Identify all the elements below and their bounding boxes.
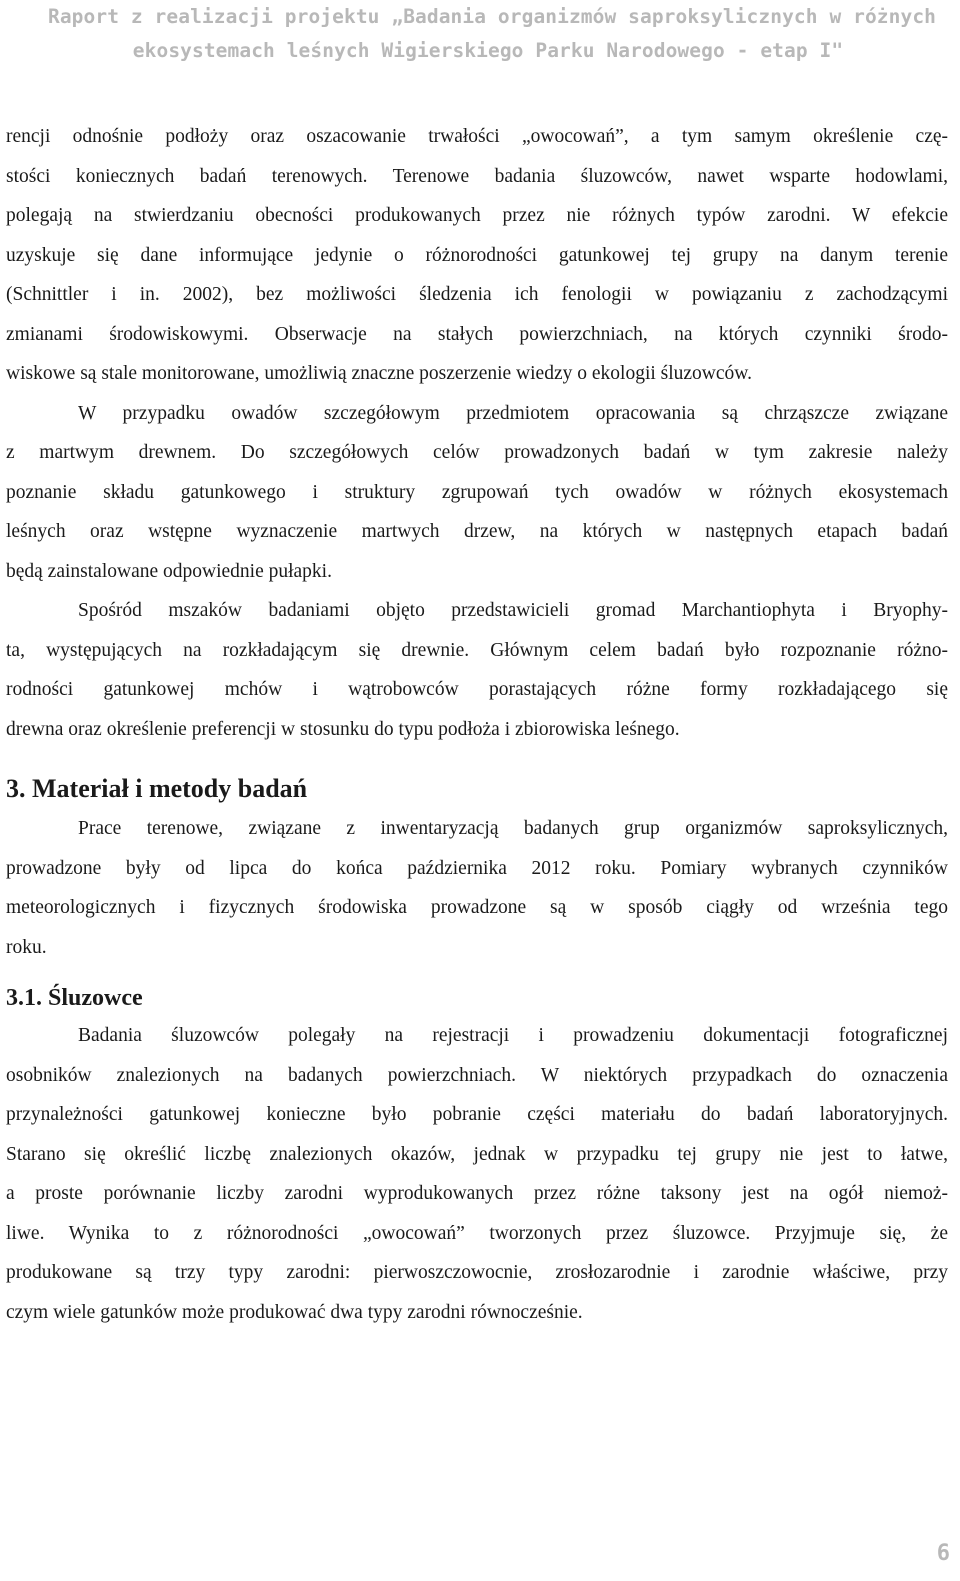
running-header bbox=[48, 0, 936, 68]
text-line: wiskowe są stale monitorowane, umożliwią znaczne poszerzenie wiedzy o ekologii śluzowców. bbox=[6, 363, 752, 384]
text-line: czym wiele gatunków może produkować dwa typy zarodni równocześnie. bbox=[6, 1301, 583, 1323]
text-line: meteorologicznych i fizycznych środowiska prowadzone są w sposób ciągły od września tego bbox=[6, 897, 948, 918]
section-heading-materials-methods: 3. Materiał i metody badań bbox=[6, 774, 308, 803]
text-line: liwe. Wynika to z różnorodności „owocowań” tworzonych przez śluzowce. Przyjmuje się, że bbox=[6, 1222, 948, 1244]
text-line: zmianami środowiskowymi. Obserwacje na stałych powierzchniach, na których czynniki środo- bbox=[6, 323, 948, 345]
text-line: a proste porównanie liczby zarodni wyprodukowanych przez różne taksony jest na ogół niemoż- bbox=[6, 1183, 948, 1204]
paragraph-slime-molds-methods bbox=[6, 1016, 948, 1332]
text-line: W przypadku owadów szczegółowym przedmiotem opracowania są chrząszcze związane bbox=[78, 402, 948, 424]
text-line: (Schnittler i in. 2002), bez możliwości śledzenia ich fenologii w powiązaniu z zachodzącymi bbox=[6, 284, 948, 305]
text-line: osobników znalezionych na badanych powierzchniach. W niektórych przypadkach do oznaczenia bbox=[6, 1064, 948, 1086]
text-line: ta, występujących na rozkładającym się drewnie. Głównym celem badań było rozpoznanie różno- bbox=[6, 639, 948, 661]
text-line: uzyskuje się dane informujące jedynie o różnorodności gatunkowej tej grupy na danym terenie bbox=[6, 244, 948, 266]
paragraph-bryophytes bbox=[6, 591, 948, 749]
text-line: polegają na stwierdzaniu obecności produkowanych przez nie różnych typów zarodni. W efekcie bbox=[6, 205, 948, 226]
text-line: leśnych oraz wstępne wyznaczenie martwych drzew, na których w następnych etapach badań bbox=[6, 521, 948, 542]
text-line: Badania śluzowców polegały na rejestracji i prowadzeniu dokumentacji fotograficznej bbox=[78, 1025, 948, 1046]
text-line: Spośród mszaków badaniami objęto przedstawicieli gromad Marchantiophyta i Bryophy- bbox=[78, 600, 948, 621]
running-header-line-1: Raport z realizacji projektu „Badania organizmów saproksylicznych w różnych bbox=[48, 5, 936, 28]
paragraph-slime-molds-intro bbox=[6, 117, 948, 394]
text-line: będą zainstalowane odpowiednie pułapki. bbox=[6, 560, 332, 582]
subsection-heading-slime-molds: 3.1. Śluzowce bbox=[6, 985, 143, 1011]
text-line: z martwym drewnem. Do szczegółowych celów prowadzonych badań w tym zakresie należy bbox=[6, 442, 948, 463]
text-line: produkowane są trzy typy zarodni: pierwoszczowocnie, zrosłozarodnie i zarodnie właściwe, przy bbox=[6, 1262, 948, 1283]
text-line: przynależności gatunkowej konieczne było pobranie części materiału do badań laboratoryjnych. bbox=[6, 1104, 948, 1125]
text-line: drewna oraz określenie preferencji w stosunku do typu podłoża i zbiorowiska leśnego. bbox=[6, 718, 680, 740]
text-line: poznanie składu gatunkowego i struktury zgrupowań tych owadów w różnych ekosystemach bbox=[6, 481, 948, 503]
page-body bbox=[6, 117, 948, 1332]
text-line: rencji odnośnie podłoży oraz oszacowanie trwałości „owocowań”, a tym samym określenie czę- bbox=[6, 126, 948, 147]
paragraph-insects bbox=[6, 394, 948, 592]
text-line: rodności gatunkowej mchów i wątrobowców porastających różne formy rozkładającego się bbox=[6, 679, 948, 700]
text-line: prowadzone były od lipca do końca października 2012 roku. Pomiary wybranych czynników bbox=[6, 857, 948, 879]
text-line: Starano się określić liczbę znalezionych okazów, jednak w przypadku tej grupy nie jest to łatwe, bbox=[6, 1143, 948, 1165]
text-line: Prace terenowe, związane z inwentaryzacją badanych grup organizmów saproksylicznych, bbox=[78, 818, 948, 839]
text-line: roku. bbox=[6, 936, 47, 958]
page-number: 6 bbox=[936, 1541, 950, 1566]
text-line: stości koniecznych badań terenowych. Terenowe badania śluzowców, nawet wsparte hodowlami, bbox=[6, 165, 948, 187]
running-header-line-2: ekosystemach leśnych Wigierskiego Parku Narodowego - etap I" bbox=[132, 39, 844, 62]
paragraph-fieldwork bbox=[6, 809, 948, 967]
